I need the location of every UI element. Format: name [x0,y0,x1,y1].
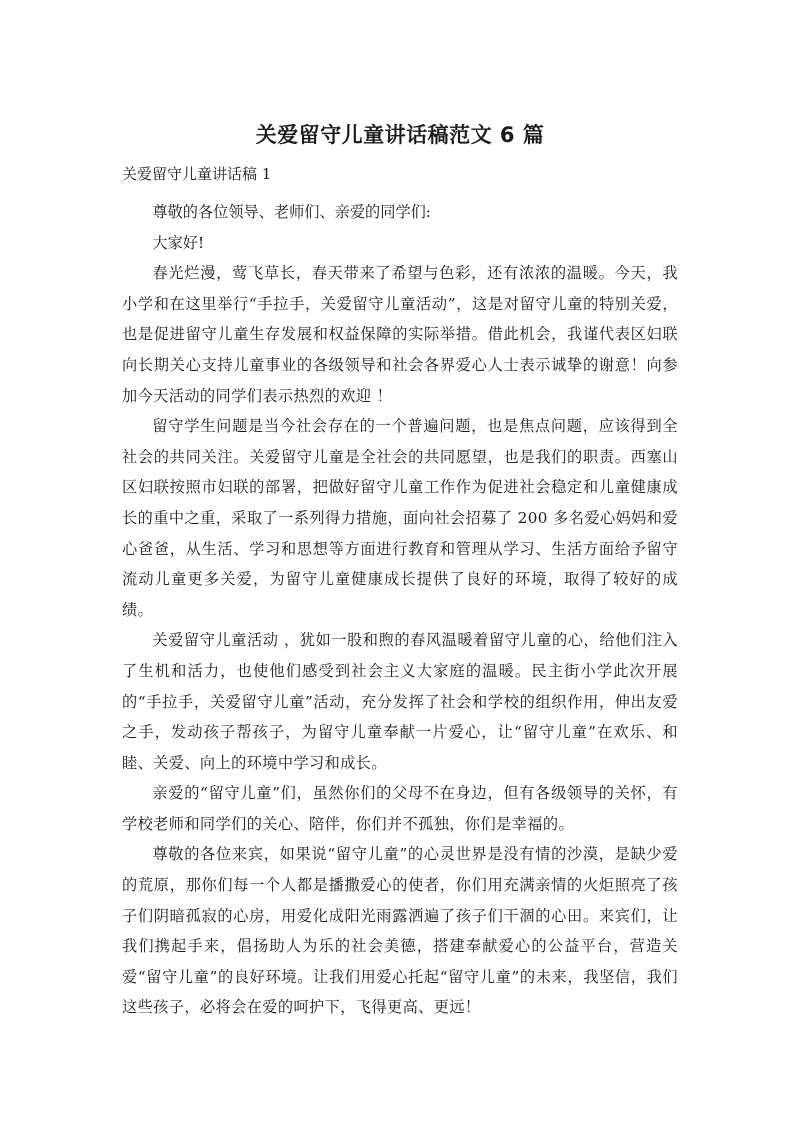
paragraph-4: 亲爱的“留守儿童”们，虽然你们的父母不在身边，但有各级领导的关怀，有学校老师和同学们的关心、陪伴，你们并不孤独，你们是幸福的。 [122,784,678,833]
paragraph-2: 留守学生问题是当今社会存在的一个普遍问题，也是焦点问题，应该得到全社会的共同关注。关爱留守儿童是全社会的共同愿望，也是我们的职责。西塞山区妇联按照市妇联的部署，把做好留守儿童工作作为促进社会稳定和儿童健康成长的重中之重，采取了一系列得力措施，面向社会招募了 200 多名爱心妈妈和爱心爸爸，从生活、学习和思想等方面进行教育和管理从学习、生活方面给予留守流动儿童更多关爱，为留守儿童健康成长提供了良好的环境，取得了较好的成绩。 [122,417,678,619]
paragraph-5: 尊敬的各位来宾，如果说“留守儿童”的心灵世界是没有情的沙漠，是缺少爱的荒原，那你们每一个人都是播撒爱心的使者，你们用充满亲情的火炬照亮了孩子们阴暗孤寂的心房，用爱化成阳光雨露洒遍了孩子们干涸的心田。来宾们，让我们携起手来，倡扬助人为乐的社会美德，搭建奉献爱心的公益平台，营造关爱“留守儿童”的良好环境。让我们用爱心托起“留守儿童”的未来，我坚信，我们这些孩子，必将会在爱的呵护下，飞得更高、更远！ [122,845,678,1017]
document-subtitle: 关爱留守儿童讲话稿 1 [122,165,272,183]
greeting: 大家好! [152,233,205,252]
document-page [122,118,678,1023]
document-title: 关爱留守儿童讲话稿范文 6 篇 [255,123,545,147]
salutation: 尊敬的各位领导、老师们、亲爱的同学们: [152,203,431,221]
paragraph-3: 关爱留守儿童活动 ，犹如一股和煦的春风温暖着留守儿童的心，给他们注入了生机和活力，也使他们感受到社会主义大家庭的温暖。民主街小学此次开展的“手拉手，关爱留守儿童”活动，充分发挥了社会和学校的组织作用，伸出友爱之手，发动孩子帮孩子，为留守儿童奉献一片爱心，让“留守儿童”在欢乐、和睦、关爱、向上的环境中学习和成长。 [122,631,678,772]
paragraph-1: 春光烂漫，莺飞草长，春天带来了希望与色彩，还有浓浓的温暖。今天，我小学和在这里举行“手拉手，关爱留守儿童活动”，这是对留守儿童的特别关爱，也是促进留守儿童生存发展和权益保障的实际举措。借此机会，我谨代表区妇联向长期关心支持儿童事业的各级领导和社会各界爱心人士表示诚挚的谢意！向参加今天活动的同学们表示热烈的欢迎 ！ [122,264,678,405]
